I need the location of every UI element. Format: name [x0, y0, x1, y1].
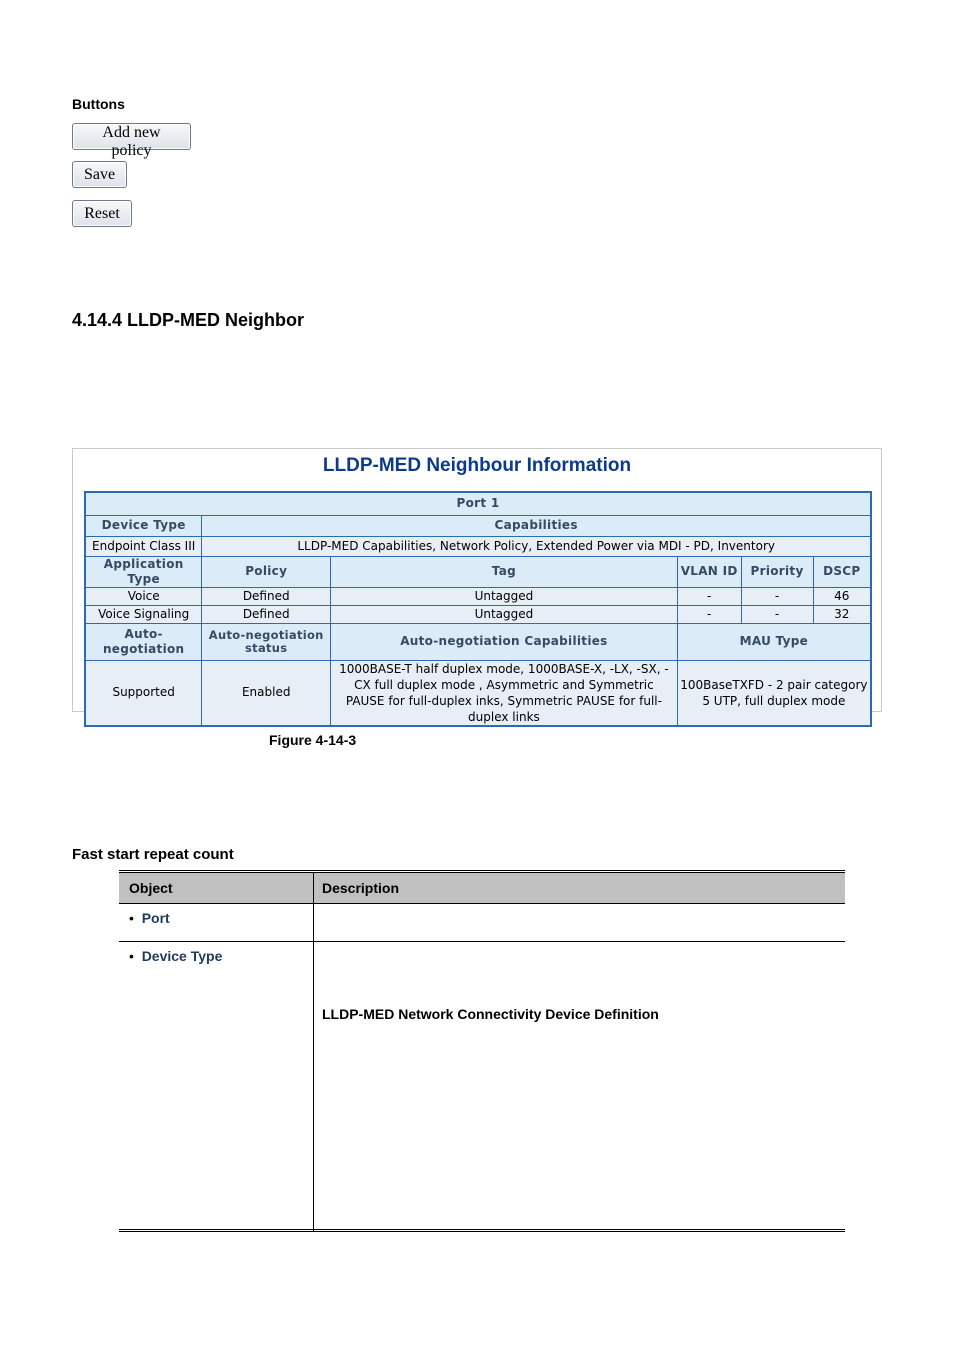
add-new-policy-button[interactable]: Add new policy — [72, 123, 191, 150]
policy-cell: Defined — [202, 605, 331, 623]
device-type-header: Device Type — [85, 515, 202, 536]
object-port: Port — [141, 910, 170, 926]
auto-negotiation-status-value: Enabled — [202, 660, 331, 726]
list-item — [129, 910, 170, 926]
policy-cell: Defined — [202, 587, 331, 605]
figure-caption: Figure 4-14-3 — [269, 732, 357, 748]
application-type-header: Application Type — [85, 556, 202, 587]
vlan-id-cell: - — [677, 587, 741, 605]
app-type-cell: Voice — [85, 587, 202, 605]
list-item — [129, 948, 222, 964]
header-divider — [119, 903, 845, 904]
mau-type-header: MAU Type — [677, 623, 871, 660]
port-header: Port 1 — [85, 492, 871, 515]
vlan-id-cell: - — [677, 605, 741, 623]
table-bottom-rule — [119, 1229, 845, 1232]
auto-negotiation-status-header: Auto-negotiation status — [202, 623, 331, 660]
device-type-value: Endpoint Class III — [85, 536, 202, 556]
priority-header: Priority — [741, 556, 813, 587]
object-device-type: Device Type — [141, 948, 223, 964]
section-title: 4.14.4 LLDP-MED Neighbor — [72, 310, 305, 330]
dscp-cell: 46 — [813, 587, 871, 605]
bullet-icon: • — [129, 948, 134, 964]
capabilities-value: LLDP-MED Capabilities, Network Policy, Extended Power via MDI - PD, Inventory — [202, 536, 871, 556]
object-header: Object — [129, 880, 173, 896]
bullet-icon: • — [129, 910, 134, 926]
priority-cell: - — [741, 605, 813, 623]
column-divider — [313, 873, 314, 1231]
description-header: Description — [322, 880, 400, 896]
dscp-cell: 32 — [813, 605, 871, 623]
figure-title: LLDP-MED Neighbour Information — [322, 455, 632, 476]
auto-negotiation-header: Auto-negotiation — [85, 623, 202, 660]
buttons-heading: Buttons — [72, 96, 125, 112]
table-header-row — [119, 873, 845, 903]
tag-cell: Untagged — [331, 587, 678, 605]
policy-header: Policy — [202, 556, 331, 587]
mau-type-value: 100BaseTXFD - 2 pair category 5 UTP, full duplex mode — [677, 660, 871, 726]
table-row — [85, 605, 871, 623]
app-type-cell: Voice Signaling — [85, 605, 202, 623]
priority-cell: - — [741, 587, 813, 605]
dscp-header: DSCP — [813, 556, 871, 587]
tag-header: Tag — [331, 556, 678, 587]
auto-negotiation-value: Supported — [85, 660, 202, 726]
save-button[interactable]: Save — [72, 161, 127, 188]
description-device-type: LLDP-MED Network Connectivity Device Definition — [322, 1006, 659, 1022]
reset-button[interactable]: Reset — [72, 200, 132, 227]
auto-negotiation-capabilities-header: Auto-negotiation Capabilities — [331, 623, 678, 660]
table-row — [85, 587, 871, 605]
tag-cell: Untagged — [331, 605, 678, 623]
vlan-id-header: VLAN ID — [677, 556, 741, 587]
object-description-table — [119, 870, 845, 1234]
row-divider — [119, 941, 845, 942]
fast-start-heading: Fast start repeat count — [72, 846, 234, 863]
capabilities-header: Capabilities — [202, 515, 871, 536]
lldp-med-neighbour-table — [84, 491, 872, 727]
auto-negotiation-capabilities-value: 1000BASE-T half duplex mode, 1000BASE-X, -LX, -SX, -CX full duplex mode , Asymmetric and Symmetric PAUSE for full-duplex inks, Symmetric PAUSE for full-duplex links — [331, 660, 678, 726]
